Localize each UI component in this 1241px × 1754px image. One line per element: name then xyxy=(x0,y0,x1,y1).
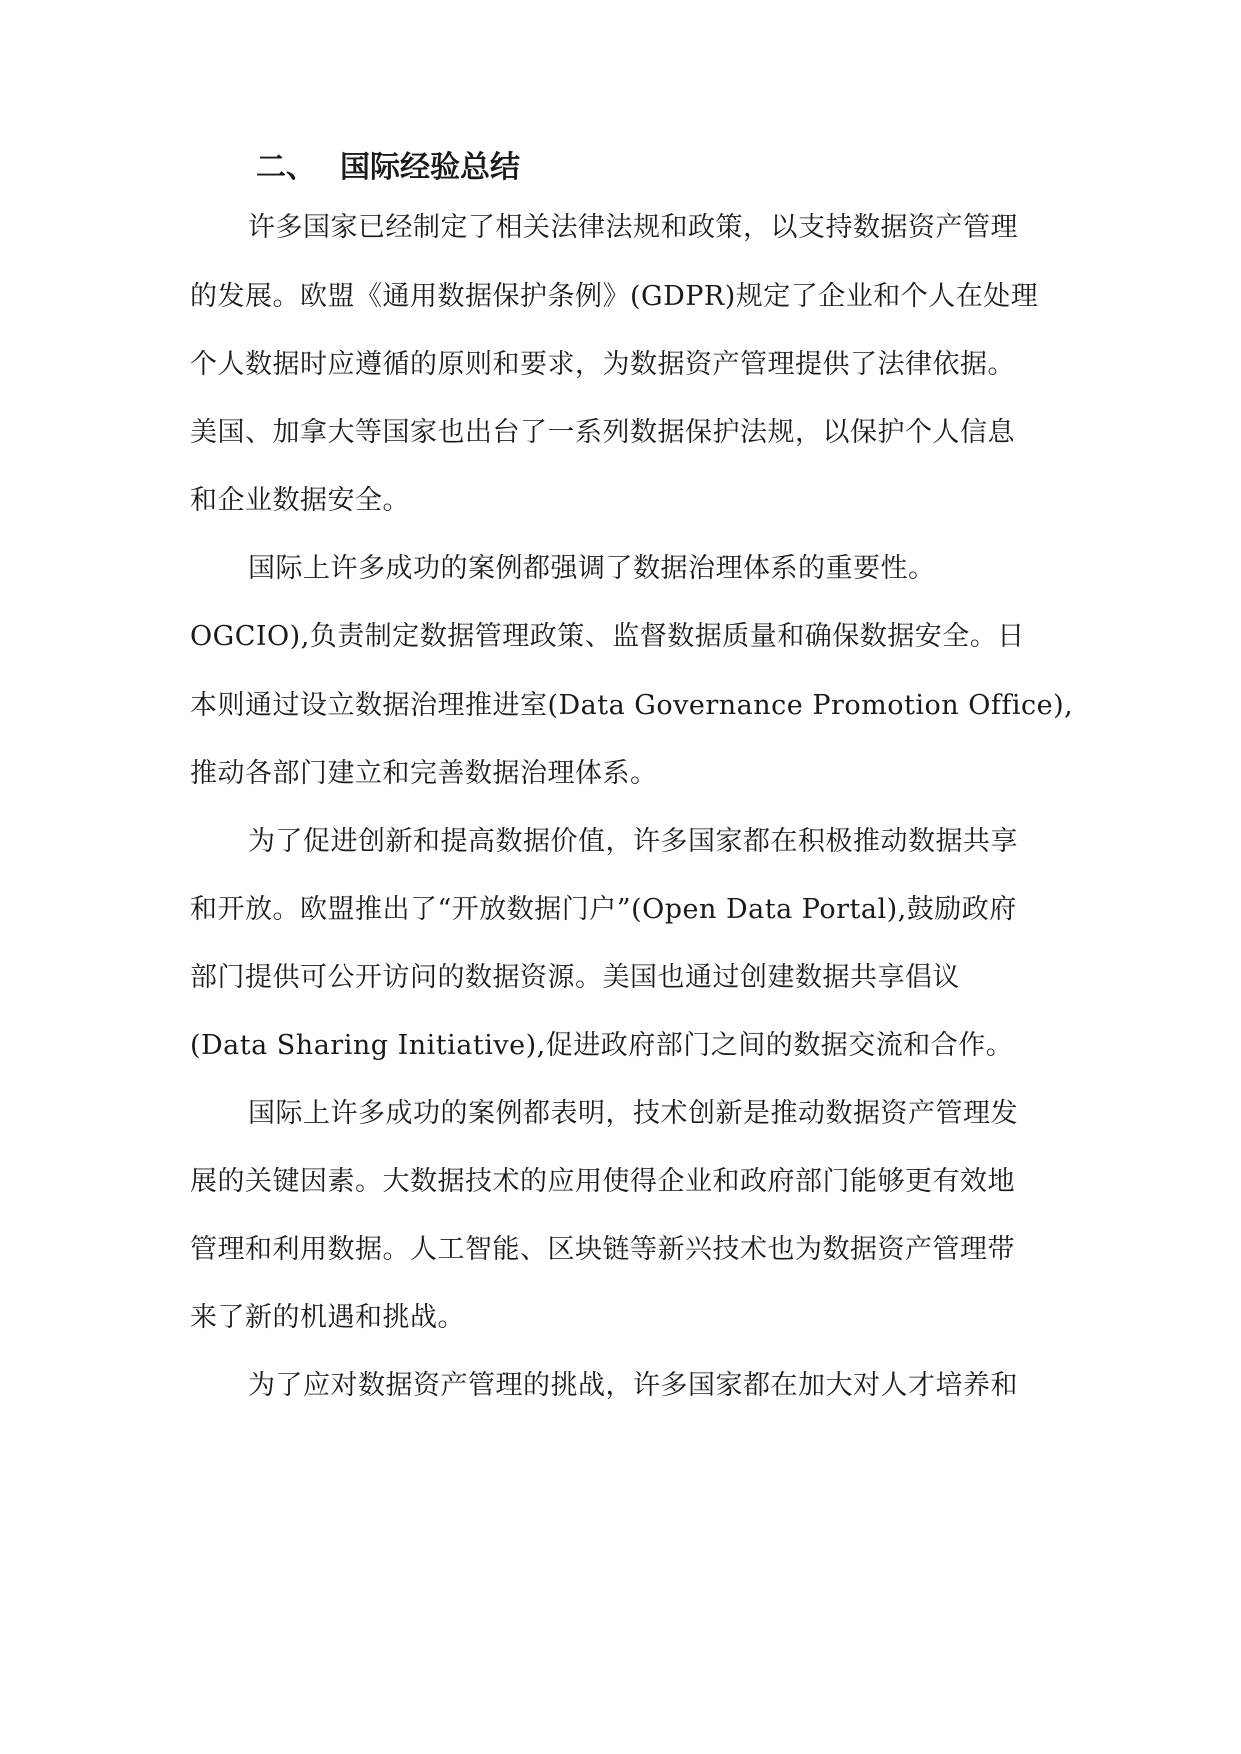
paragraph-line: (Data Sharing Initiative),促进政府部门之间的数据交流和合作。 xyxy=(190,1030,1014,1061)
section-title: 国际经验总结 xyxy=(340,150,520,185)
paragraph-line: 的发展。欧盟《通用数据保护条例》(GDPR)规定了企业和个人在处理 xyxy=(190,281,1039,312)
paragraph-line: 部门提供可公开访问的数据资源。美国也通过创建数据共享倡议 xyxy=(190,962,960,993)
paragraph-line: 和开放。欧盟推出了“开放数据门户”(Open Data Portal),鼓励政府 xyxy=(190,894,1017,925)
paragraph-line: 推动各部门建立和完善数据治理体系。 xyxy=(190,758,658,789)
paragraph-line: 来了新的机遇和挑战。 xyxy=(190,1302,465,1333)
paragraph-line: 展的关键因素。大数据技术的应用使得企业和政府部门能够更有效地 xyxy=(190,1166,1015,1197)
paragraph-line: 美国、加拿大等国家也出台了一系列数据保护法规，以保护个人信息 xyxy=(190,417,1015,448)
paragraph-line: 管理和利用数据。人工智能、区块链等新兴技术也为数据资产管理带 xyxy=(190,1234,1015,1265)
paragraph-line: 国际上许多成功的案例都强调了数据治理体系的重要性。 xyxy=(248,553,936,584)
paragraph-line: 个人数据时应遵循的原则和要求，为数据资产管理提供了法律依据。 xyxy=(190,349,1015,380)
paragraph-line: 本则通过设立数据治理推进室(Data Governance Promotion Office), xyxy=(190,690,1074,721)
paragraph-line: OGCIO),负责制定数据管理政策、监督数据质量和确保数据安全。日 xyxy=(190,621,1025,652)
section-heading xyxy=(256,148,520,188)
paragraph-line: 为了促进创新和提高数据价值，许多国家都在积极推动数据共享 xyxy=(248,826,1018,857)
paragraph-line: 国际上许多成功的案例都表明，技术创新是推动数据资产管理发 xyxy=(248,1098,1018,1129)
section-number: 二、 xyxy=(256,150,316,185)
paragraph-line: 为了应对数据资产管理的挑战，许多国家都在加大对人才培养和 xyxy=(248,1370,1018,1401)
paragraph-line: 和企业数据安全。 xyxy=(190,485,410,516)
paragraph-line: 许多国家已经制定了相关法律法规和政策，以支持数据资产管理 xyxy=(248,212,1018,243)
